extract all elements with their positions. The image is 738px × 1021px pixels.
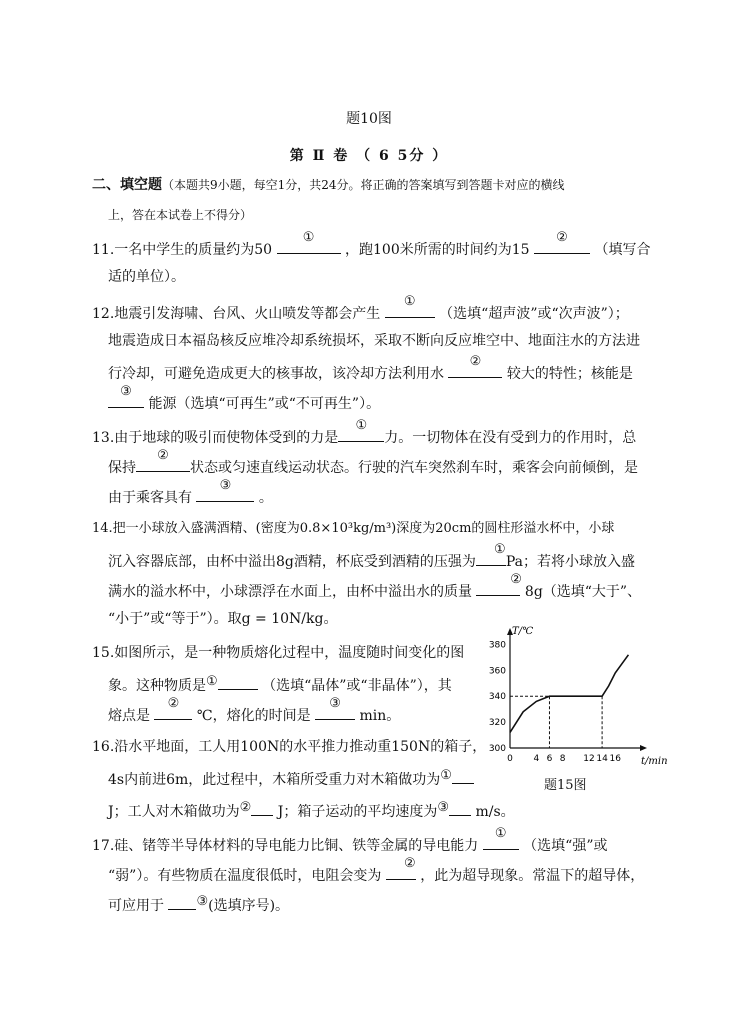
q17-line-2 [108, 856, 645, 886]
q11-mark-2: ② [556, 230, 568, 245]
x-tick-label: 6 [546, 754, 553, 764]
q16-text-c: J；工人对木箱做功为 [108, 804, 240, 820]
part2-title: 二、填空题 [92, 177, 162, 193]
question-17 [92, 826, 608, 856]
q12-line-2: 地震造成日本福岛核反应堆冷却系统损坏，采取不断向反应堆空中、地面注水的方法进 [108, 333, 640, 349]
q13-text-f: 。 [258, 490, 273, 506]
q15-blank-3 [315, 696, 355, 720]
q15-mark-2: ② [167, 696, 180, 711]
question-13 [92, 418, 637, 448]
question-15: 15.如图所示，是一种物质熔化过程中，温度随时间变化的图 [92, 645, 465, 661]
q13-text-b: 力。一切物体在没有受到力的作用时，总 [384, 430, 637, 446]
q12-text-b: （选填“超声波”或“次声波”）； [439, 306, 629, 322]
y-tick-label: 320 [488, 718, 506, 729]
q14-text-c: Pa；若将小球放入盛 [505, 554, 636, 570]
q11-blank-2 [534, 230, 590, 254]
q16-text-e: m/s。 [475, 804, 515, 820]
y-tick-label: 340 [488, 692, 506, 703]
q17-text-a: 17.硅、锗等半导体材料的导电能力比铜、铁等金属的导电能力 [92, 838, 479, 854]
q15-mark-1: ① [206, 674, 218, 689]
melting-curve-chart [480, 624, 668, 794]
q17-text-f: (选填序号)。 [208, 898, 290, 914]
q13-mark-3: ③ [219, 478, 232, 493]
q16-blank-1 [452, 767, 474, 784]
q15-text-b: 象。这种物质是 [108, 678, 206, 694]
q12-mark-2: ② [469, 354, 482, 369]
section-title: 第 Ⅱ 卷 （ 6 5分 ） [289, 148, 449, 164]
question-16: 16.沿水平地面，工人用100N的水平推力推动重150N的箱子， [92, 739, 487, 755]
q12-text-e: 较大的特性；核能是 [506, 366, 633, 382]
part2-instruction: （本题共9小题，每空1分，共24分。将正确的答案填写到答题卡对应的横线 [162, 178, 565, 192]
q15-line-2 [108, 673, 452, 697]
q11-blank-1 [277, 230, 341, 254]
q13-blank-2 [136, 448, 190, 472]
q17-line-3 [108, 893, 289, 917]
q13-text-a: 13.由于地球的吸引而使物体受到的力是 [92, 430, 339, 446]
q17-blank-2 [386, 856, 416, 880]
q15-text-f: min。 [359, 708, 401, 724]
q13-blank-3 [196, 478, 254, 502]
x-tick-label: 12 [583, 754, 595, 764]
q17-blank-1 [483, 826, 519, 850]
q14-blank-1 [476, 542, 506, 566]
q14-line-2 [108, 542, 636, 572]
q16-mark-2: ② [239, 800, 252, 815]
x-tick-label: 4 [533, 754, 540, 764]
q15-text-c: （选填“晶体”或“非晶体”），其 [262, 678, 452, 694]
y-tick-label: 380 [488, 640, 506, 651]
figure-10-caption: 题10图 [346, 111, 392, 127]
q12-text-a: 12.地震引发海啸、台风、火山喷发等都会产生 [92, 306, 381, 322]
q17-text-e: 可应用于 [108, 898, 164, 914]
question-11 [92, 230, 651, 260]
q16-blank-2 [251, 799, 273, 816]
temperature-curve [510, 655, 628, 733]
q16-line-3 [108, 799, 515, 823]
q12-blank-1 [385, 294, 435, 318]
q12-mark-3: ③ [120, 384, 132, 399]
q17-mark-3: ③ [196, 894, 209, 909]
q13-text-d: 状态或匀速直线运动状态。行驶的汽车突然刹车时，乘客会向前倾倒，是 [190, 460, 638, 476]
q17-text-d: ，此为超导现象。常温下的超导体， [420, 868, 645, 884]
question-12 [92, 294, 629, 324]
q16-blank-3 [449, 799, 471, 816]
q13-mark-1: ① [355, 418, 368, 433]
q12-line-4 [108, 384, 381, 414]
y-tick-label: 300 [488, 744, 506, 754]
q15-mark-3: ③ [329, 696, 341, 711]
q17-blank-3 [168, 893, 196, 910]
q14-blank-2 [476, 572, 522, 596]
q16-line-2 [108, 767, 474, 791]
q13-line-3 [108, 478, 273, 508]
q13-mark-2: ② [157, 448, 169, 463]
q14-line-3 [108, 572, 642, 602]
q12-text-f: 能源（选填“可再生”或“不可再生”）。 [148, 396, 381, 412]
q15-text-d: 熔点是 [108, 708, 150, 724]
q15-text-e: ℃，熔化的时间是 [196, 708, 311, 724]
x-tick-label: 16 [609, 754, 621, 764]
q12-line-3 [108, 354, 633, 384]
figure-15-caption: 题15图 [544, 778, 587, 793]
part2-instruction-2: 上，答在本试卷上不得分） [108, 208, 253, 222]
q14-text-b: 沉入容器底部，由杯中溢出8g酒精，杯底受到酒精的压强为 [108, 554, 476, 570]
q16-mark-3: ③ [437, 800, 450, 815]
q15-blank-1 [218, 673, 258, 690]
x-tick-label: 8 [559, 754, 566, 764]
q15-blank-2 [154, 696, 192, 720]
question-14: 14.把一小球放入盛满酒精、(密度为0.8×10³kg/m³)深度为20cm的圆柱形溢水杯中，小球 [92, 521, 615, 536]
q14-line-4: “小于”或“等于”）。取g = 10N/kg。 [108, 611, 338, 627]
q14-text-e: 8g（选填“大于”、 [524, 584, 642, 600]
y-axis-label: T/℃ [512, 626, 534, 637]
x-tick-label: 14 [596, 754, 608, 764]
q13-text-e: 由于乘客具有 [108, 490, 192, 506]
q12-mark-1: ① [403, 294, 416, 309]
q16-text-d: J；箱子运动的平均速度为 [277, 804, 438, 820]
q14-mark-2: ② [510, 572, 522, 587]
q12-blank-2 [448, 354, 502, 378]
q17-mark-2: ② [403, 856, 416, 871]
q17-text-b: （选填“强”或 [523, 838, 608, 854]
q17-text-c: “弱”）。有些物质在温度很低时，电阻会变为 [108, 868, 382, 884]
y-tick-label: 360 [488, 666, 506, 677]
q13-text-c: 保持 [108, 460, 136, 476]
q17-mark-1: ① [494, 826, 507, 841]
q12-blank-3 [108, 384, 144, 408]
x-axis-arrow [640, 745, 647, 751]
q13-line-2 [108, 448, 638, 478]
x-tick-label: 0 [507, 754, 513, 764]
q11-line-2: 适的单位）。 [108, 269, 185, 285]
q16-mark-1: ① [440, 768, 452, 783]
q11-mark-1: ① [302, 230, 315, 245]
part2-heading [92, 175, 565, 195]
x-axis-label: t/min [641, 756, 668, 767]
q11-text-c: （填写合 [594, 242, 651, 258]
q12-text-d: 行冷却，可避免造成更大的核事故，该冷却方法利用水 [108, 366, 444, 382]
q13-blank-1 [338, 418, 384, 442]
q11-text-b: ，跑100米所需的时间约为15 [345, 242, 530, 258]
q14-text-d: 满水的溢水杯中，小球漂浮在水面上，由杯中溢出水的质量 [108, 584, 472, 600]
q16-text-b: 4s内前进6m，此过程中，木箱所受重力对木箱做功为 [108, 772, 441, 788]
q14-mark-1: ① [494, 542, 506, 557]
q11-text-a: 11.一名中学生的质量约为50 [92, 242, 273, 258]
q15-line-3 [108, 696, 401, 726]
